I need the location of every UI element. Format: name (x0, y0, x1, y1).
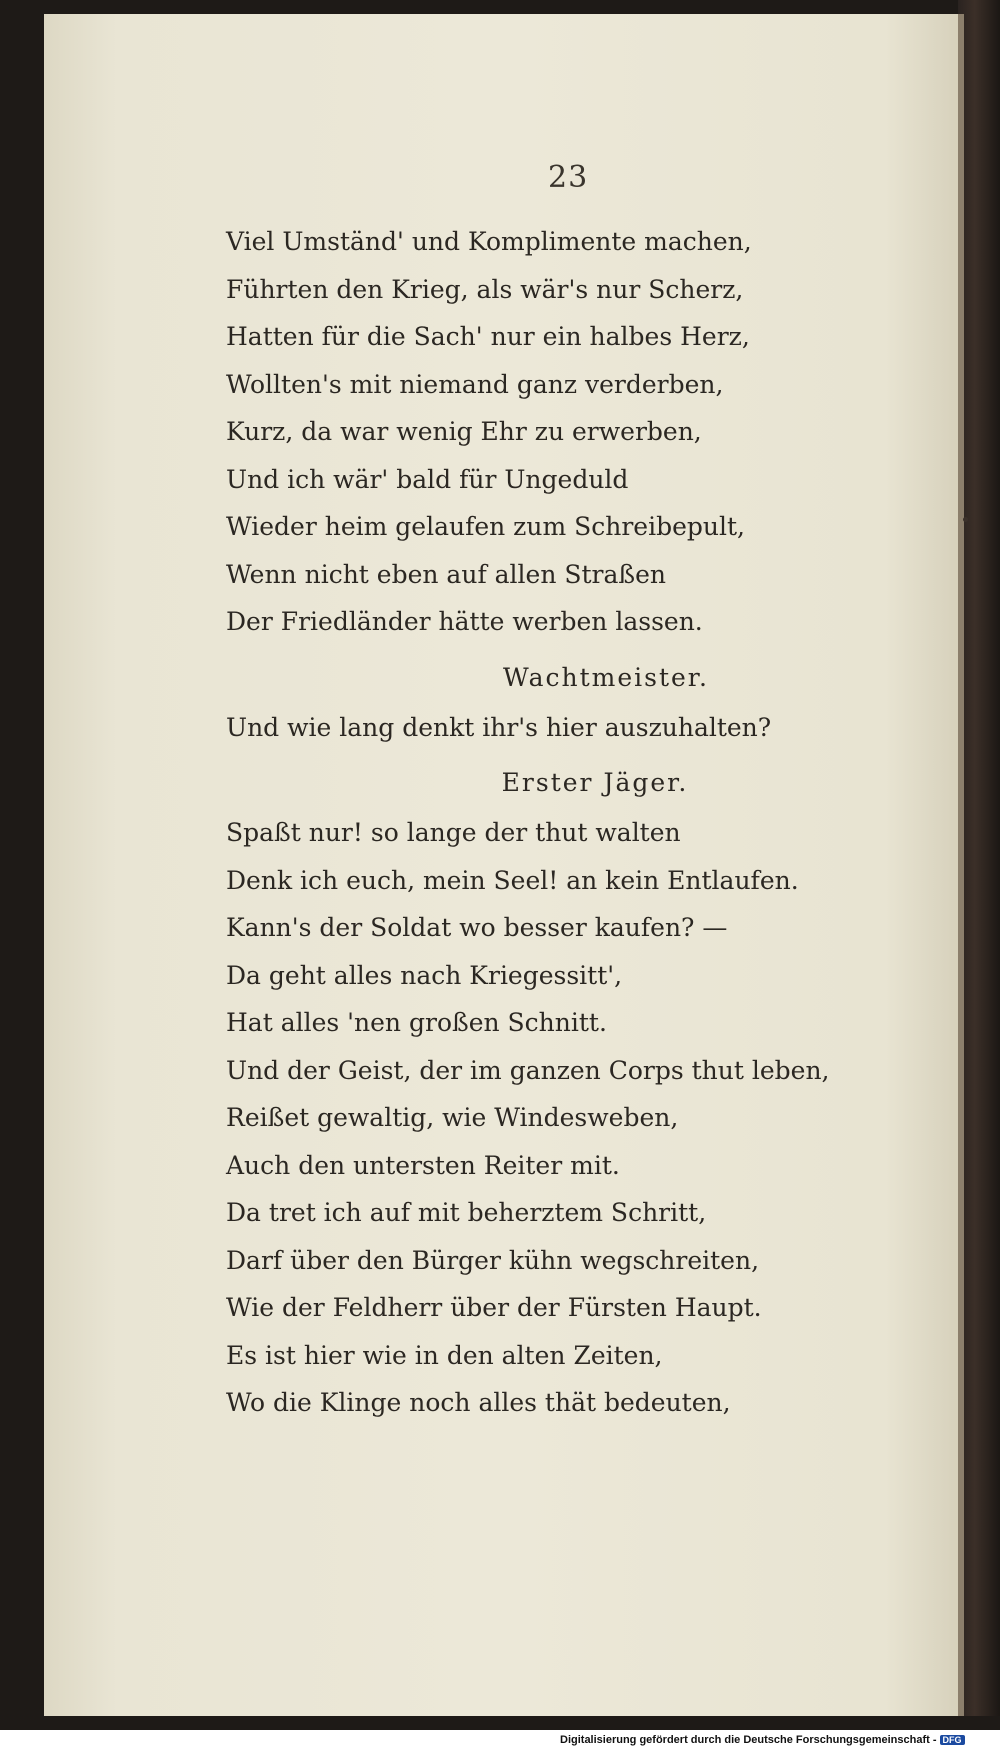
verse-line: Wenn nicht eben auf allen Straßen (226, 559, 667, 589)
verse-line: Viel Umständ' und Komplimente machen, (226, 227, 752, 256)
verse-line: Da tret ich auf mit beherztem Schritt, (226, 1198, 707, 1227)
credit-text: Digitalisierung gefördert durch die Deutsche Forschungsgemeinschaft - (560, 1734, 937, 1746)
verse-line: Und ich wär' bald für Ungeduld (226, 464, 629, 494)
speaker-wachtmeister: Wachtmeister. (503, 662, 709, 692)
ink-speck (963, 517, 968, 522)
verse-line: Denk ich euch, mein Seel! an kein Entlaufen. (226, 865, 799, 895)
verse-line: Es ist hier wie in den alten Zeiten, (226, 1340, 663, 1370)
dfg-logo: DFG (940, 1735, 965, 1745)
page-edge (958, 14, 964, 1716)
verse-line: Und wie lang denkt ihr's hier auszuhalten? (226, 712, 772, 742)
verse-line: Führten den Krieg, als wär's nur Scherz, (226, 274, 744, 304)
stanza-1 (226, 218, 886, 646)
verse-line: Und der Geist, der im ganzen Corps thut leben, (226, 1055, 830, 1085)
digitization-credit (560, 1734, 1000, 1746)
verse-line: Wieder heim gelaufen zum Schreibepult, (226, 512, 745, 541)
verse-line: Hat alles 'nen großen Schnitt. (226, 1008, 607, 1037)
verse-line: Wo die Klinge noch alles thät bedeuten, (226, 1388, 731, 1417)
verse-line: Reißet gewaltig, wie Windesweben, (226, 1103, 679, 1132)
page-number: 23 (548, 160, 589, 195)
verse-line: Spaßt nur! so lange der thut walten (226, 818, 681, 847)
verse-line: Hatten für die Sach' nur ein halbes Herz, (226, 322, 750, 351)
verse-line: Auch den untersten Reiter mit. (226, 1150, 620, 1180)
scan-border-top (0, 0, 1000, 14)
verse-line: Da geht alles nach Kriegessitt', (226, 960, 623, 990)
verse-line: Darf über den Bürger kühn wegschreiten, (226, 1245, 760, 1275)
verse-line: Kann's der Soldat wo besser kaufen? — (226, 913, 728, 942)
stanza-3 (226, 809, 886, 1427)
verse-line: Wollten's mit niemand ganz verderben, (226, 369, 724, 399)
stanza-2 (226, 704, 886, 752)
scan-border-bottom (0, 1716, 1000, 1730)
verse-text (226, 218, 886, 1427)
verse-line: Kurz, da war wenig Ehr zu erwerben, (226, 417, 702, 446)
scan-border-left (0, 0, 44, 1730)
speaker-erster-jaeger: Erster Jäger. (501, 768, 689, 797)
verse-line: Der Friedländer hätte werben lassen. (226, 607, 703, 636)
scan-border-right (958, 0, 1000, 1730)
verse-line: Wie der Feldherr über der Fürsten Haupt. (226, 1293, 762, 1322)
